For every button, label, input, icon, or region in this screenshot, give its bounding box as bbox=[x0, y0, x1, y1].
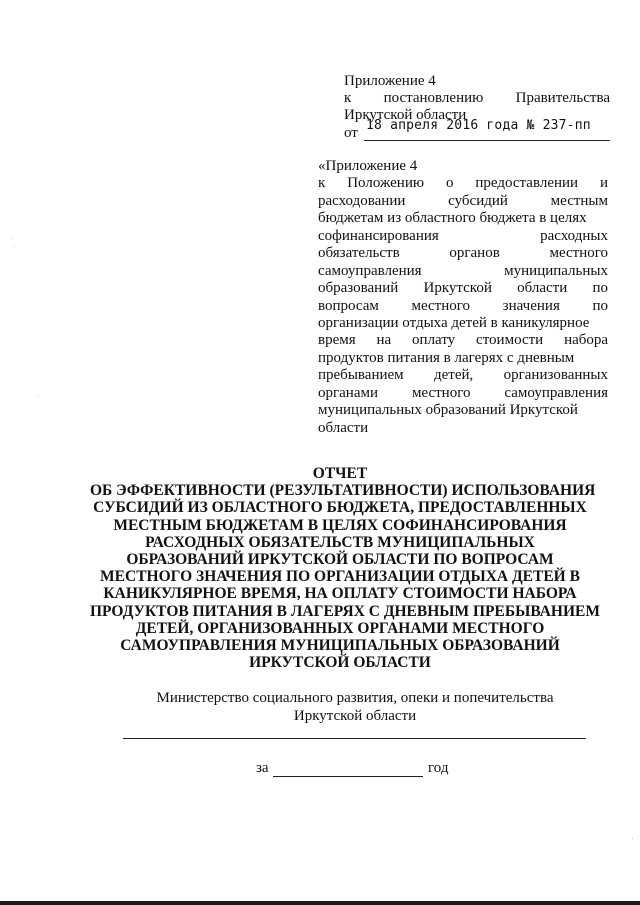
appendix-word: муниципальных bbox=[504, 262, 608, 279]
appendix-word: на bbox=[376, 332, 392, 349]
appendix-line bbox=[318, 193, 608, 210]
appendix-line bbox=[318, 420, 608, 437]
appendix-line bbox=[318, 315, 608, 332]
scan-speck bbox=[14, 246, 15, 247]
appendix-word: области bbox=[318, 419, 369, 436]
appendix-word: по bbox=[592, 297, 608, 314]
appendix-word: набора bbox=[564, 332, 609, 349]
appendix-line bbox=[318, 245, 608, 262]
appendix-word: субсидий bbox=[448, 192, 508, 209]
header-to-line bbox=[344, 90, 610, 106]
appendix-word: Иркутской bbox=[423, 280, 492, 297]
report-title-line: МЕСТНОГО ЗНАЧЕНИЯ ПО ОРГАНИЗАЦИИ ОТДЫХА ДЕТЕЙ В bbox=[100, 568, 580, 586]
header-from-label: от bbox=[344, 125, 358, 141]
appendix-word: Положению bbox=[347, 175, 425, 192]
appendix-word: вопросам bbox=[318, 297, 379, 314]
scan-speck bbox=[38, 396, 39, 397]
header-block bbox=[344, 73, 610, 142]
period-prefix: за bbox=[256, 760, 269, 776]
appendix-word: местного bbox=[549, 245, 608, 262]
appendix-word: местным bbox=[550, 192, 609, 209]
appendix-word: расходовании bbox=[318, 192, 406, 209]
report-title-heading: ОТЧЕТ bbox=[312, 465, 368, 482]
header-appendix: Приложение 4 bbox=[344, 73, 436, 89]
appendix-line bbox=[318, 298, 608, 315]
appendix-word: местного bbox=[411, 297, 471, 314]
appendix-word: самоуправления bbox=[318, 262, 422, 279]
report-title-line: ИРКУТСКОЙ ОБЛАСТИ bbox=[249, 654, 431, 672]
appendix-block bbox=[318, 158, 608, 437]
appendix-line bbox=[318, 228, 608, 245]
appendix-word: пребыванием bbox=[318, 367, 404, 384]
appendix-word: бюджетам из областного бюджета в целях bbox=[318, 210, 587, 227]
report-title-line: МЕСТНЫМ БЮДЖЕТАМ В ЦЕЛЯХ СОФИНАНСИРОВАНИЯ bbox=[113, 516, 567, 534]
appendix-word: стоимости bbox=[476, 332, 544, 349]
report-title bbox=[90, 465, 600, 672]
appendix-line bbox=[318, 210, 608, 227]
report-title-line: СУБСИДИЙ ИЗ ОБЛАСТНОГО БЮДЖЕТА, ПРЕДОСТАВЛЕННЫХ bbox=[93, 499, 587, 517]
scan-bottom-edge bbox=[0, 901, 640, 905]
appendix-word: органами bbox=[318, 384, 379, 401]
appendix-line bbox=[318, 158, 608, 175]
appendix-word: органов bbox=[449, 245, 500, 262]
appendix-line bbox=[318, 280, 608, 297]
appendix-word: предоставлении bbox=[475, 175, 579, 192]
appendix-word: муниципальных образований Иркутской bbox=[318, 402, 578, 419]
period-blank-field[interactable] bbox=[273, 776, 423, 777]
appendix-word: расходных bbox=[540, 227, 608, 244]
scan-speck bbox=[632, 838, 633, 839]
report-title-line: ОБРАЗОВАНИЙ ИРКУТСКОЙ ОБЛАСТИ ПО ВОПРОСАМ bbox=[126, 551, 554, 569]
appendix-word: и bbox=[599, 175, 609, 192]
report-title-line: ПРОДУКТОВ ПИТАНИЯ В ЛАГЕРЯХ С ДНЕВНЫМ ПРЕБЫВАНИЕМ bbox=[90, 602, 600, 620]
ministry-underline bbox=[123, 738, 586, 739]
header-word: постановлению bbox=[383, 90, 484, 106]
appendix-word: продуктов питания в лагерях с дневным bbox=[318, 349, 575, 366]
appendix-word: значения bbox=[502, 297, 560, 314]
appendix-word: «Приложение 4 bbox=[318, 158, 418, 174]
appendix-word: детей, bbox=[434, 367, 474, 384]
appendix-line bbox=[318, 367, 608, 384]
appendix-word: софинансирования bbox=[318, 227, 439, 244]
appendix-line bbox=[318, 350, 608, 367]
report-title-line: РАСХОДНЫХ ОБЯЗАТЕЛЬСТВ МУНИЦИПАЛЬНЫХ bbox=[145, 533, 535, 551]
appendix-word: организации отдыха детей в каникулярное bbox=[318, 314, 590, 331]
appendix-word: обязательств bbox=[318, 245, 400, 262]
appendix-line bbox=[318, 175, 608, 192]
report-title-line: ОБ ЭФФЕКТИВНОСТИ (РЕЗУЛЬТАТИВНОСТИ) ИСПОЛЬЗОВАНИЯ bbox=[90, 482, 596, 500]
ministry-line: Иркутской области bbox=[293, 708, 417, 724]
ministry-line: Министерство социального развития, опеки и попечительства bbox=[156, 690, 554, 706]
ministry-name bbox=[90, 689, 620, 725]
appendix-word: по bbox=[592, 280, 609, 297]
header-region: Иркутской области bbox=[344, 107, 467, 123]
appendix-word: время bbox=[318, 332, 356, 349]
header-date-row bbox=[344, 118, 610, 142]
appendix-line bbox=[318, 385, 608, 402]
period-suffix: год bbox=[428, 760, 449, 776]
scan-speck bbox=[12, 238, 13, 239]
report-title-line: ДЕТЕЙ, ОРГАНИЗОВАННЫХ ОРГАНАМИ МЕСТНОГО bbox=[135, 619, 545, 637]
report-title-line: САМОУПРАВЛЕНИЯ МУНИЦИПАЛЬНЫХ ОБРАЗОВАНИЙ bbox=[120, 637, 560, 655]
appendix-word: о bbox=[445, 175, 454, 192]
appendix-line bbox=[318, 402, 608, 419]
appendix-word: оплату bbox=[412, 332, 456, 349]
appendix-word: местного bbox=[411, 384, 471, 401]
header-date-underline bbox=[364, 140, 610, 141]
appendix-word: самоуправления bbox=[504, 384, 608, 401]
appendix-line bbox=[318, 263, 608, 280]
appendix-line bbox=[318, 332, 608, 349]
period-row bbox=[256, 760, 456, 778]
report-title-line: КАНИКУЛЯРНОЕ ВРЕМЯ, НА ОПЛАТУ СТОИМОСТИ НАБОРА bbox=[103, 585, 577, 603]
header-word: к bbox=[344, 90, 352, 106]
appendix-word: к bbox=[318, 175, 326, 192]
appendix-word: области bbox=[517, 280, 568, 297]
header-date-value: 18 апреля 2016 года № 237-пп bbox=[366, 118, 591, 133]
header-word: Правительства bbox=[515, 90, 611, 106]
appendix-word: образований bbox=[318, 280, 399, 297]
appendix-word: организованных bbox=[503, 367, 609, 384]
